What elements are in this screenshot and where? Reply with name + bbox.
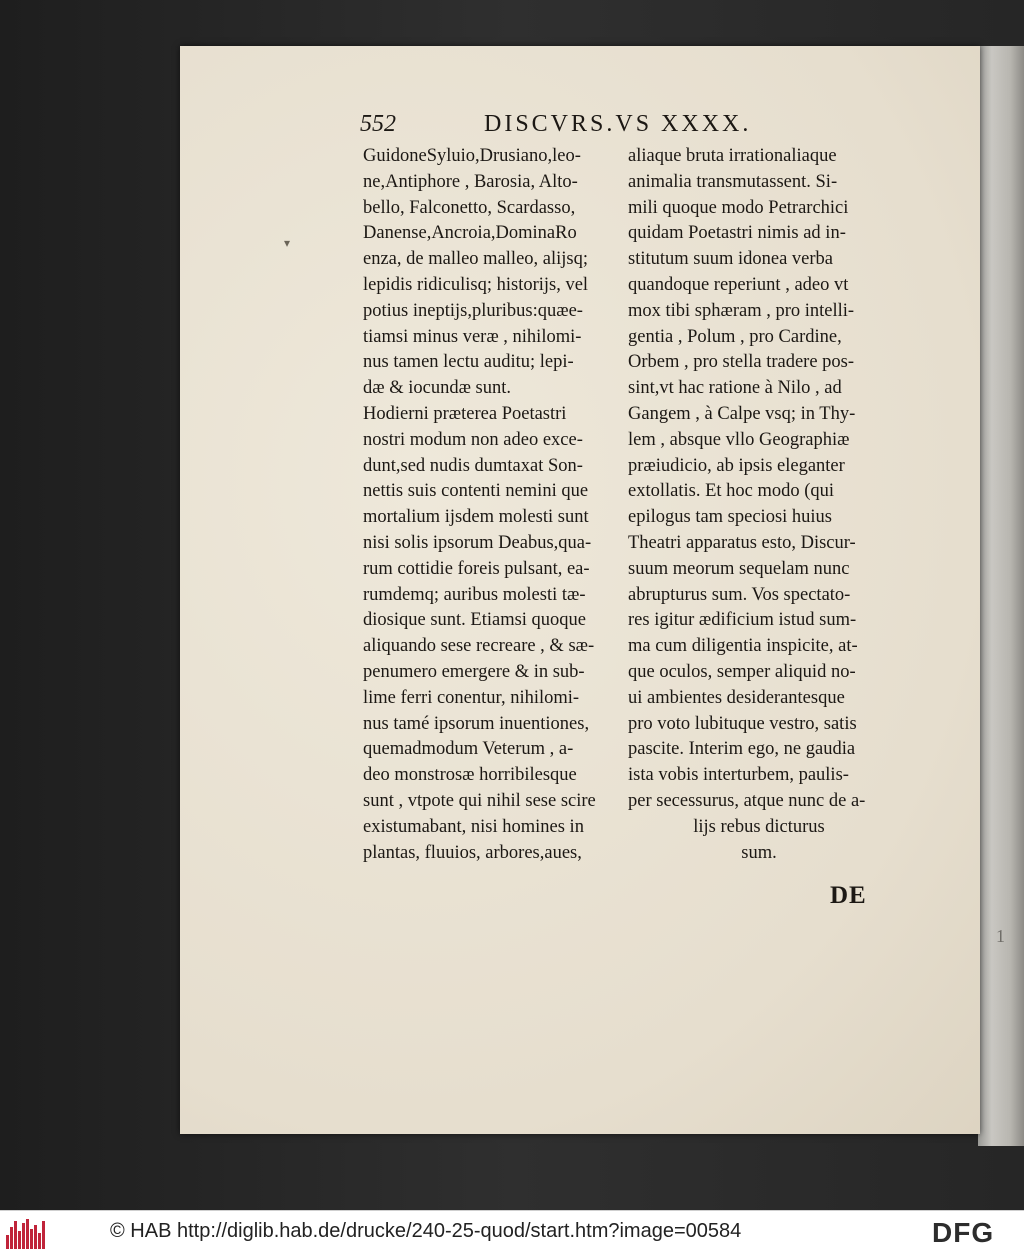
text-line: lime ferri conentur, nihilomi- bbox=[363, 687, 580, 708]
logo-bar bbox=[22, 1223, 25, 1249]
logo-bar bbox=[38, 1233, 41, 1249]
text-line: pascite. Interim ego, ne gaudia bbox=[628, 739, 856, 760]
text-line: nisi solis ipsorum Deabus,qua- bbox=[363, 532, 592, 553]
text-line: per secessurus, atque nunc de a- bbox=[628, 790, 866, 811]
next-page-edge bbox=[978, 46, 1024, 1146]
text-line: rum cottidie foreis pulsant, ea- bbox=[363, 558, 590, 579]
margin-mark: ▾ bbox=[284, 236, 291, 250]
text-line: Orbem , pro stella tradere pos- bbox=[628, 352, 855, 373]
text-line: pro voto lubituque vestro, satis bbox=[628, 713, 857, 734]
text-line: deo monstrosæ horribilesque bbox=[363, 765, 577, 786]
catchword: DE bbox=[830, 882, 867, 909]
footer-bar bbox=[0, 1210, 1024, 1256]
text-line: Hodierni præterea Poetastri bbox=[363, 403, 567, 424]
text-line: ui ambientes desiderantesque bbox=[628, 687, 845, 708]
text-line: sunt , vtpote qui nihil sese scire bbox=[363, 790, 596, 811]
text-line: nus tamen lectu auditu; lepi- bbox=[363, 352, 574, 373]
text-line: ma cum diligentia inspicite, at- bbox=[628, 636, 858, 657]
text-line: rumdemq; auribus molesti tæ- bbox=[363, 584, 586, 605]
logo-bar bbox=[6, 1235, 9, 1249]
page-header bbox=[360, 111, 760, 143]
text-line: ista vobis interturbem, paulis- bbox=[628, 765, 849, 786]
text-line: quemadmodum Veterum , a- bbox=[363, 739, 574, 760]
dfg-logo: DFG bbox=[932, 1217, 995, 1248]
text-line: plantas, fluuios, arbores,aues, bbox=[363, 842, 582, 863]
text-line: lijs rebus dicturus bbox=[693, 816, 825, 837]
text-line: nostri modum non adeo exce- bbox=[363, 429, 583, 450]
text-line: gentia , Polum , pro Cardine, bbox=[628, 326, 842, 347]
page-number: 552 bbox=[360, 111, 396, 137]
logo-bar bbox=[18, 1231, 21, 1249]
text-line: suum meorum sequelam nunc bbox=[628, 558, 850, 579]
text-line: penumero emergere & in sub- bbox=[363, 661, 585, 682]
text-line: tiamsi minus veræ , nihilomi- bbox=[363, 326, 582, 347]
text-line: bello, Falconetto, Scardasso, bbox=[363, 197, 576, 218]
text-line: epilogus tam speciosi huius bbox=[628, 507, 832, 528]
text-line: dunt,sed nudis dumtaxat Son- bbox=[363, 455, 583, 476]
next-page-edge-mark: 1 bbox=[996, 926, 1005, 946]
right-text-column bbox=[628, 144, 890, 866]
text-line: enza, de malleo malleo, alijsq; bbox=[363, 249, 588, 270]
text-line: mox tibi sphæram , pro intelli- bbox=[628, 300, 855, 321]
text-line: lepidis ridiculisq; historijs, vel bbox=[363, 274, 589, 295]
text-line: mili quoque modo Petrarchici bbox=[628, 197, 849, 218]
logo-bar bbox=[10, 1227, 13, 1249]
text-line: sint,vt hac ratione à Nilo , ad bbox=[628, 378, 842, 399]
text-line: præiudicio, ab ipsis eleganter bbox=[628, 455, 845, 476]
image-credit: © HAB http://diglib.hab.de/drucke/240-25-quod/start.htm?image=00584 bbox=[110, 1220, 742, 1242]
text-line: GuidoneSyluio,Drusiano,leo- bbox=[363, 146, 581, 166]
logo-bar bbox=[26, 1219, 29, 1249]
text-line: Danense,Ancroia,DominaRo bbox=[363, 223, 577, 244]
text-line: res igitur ædificium istud sum- bbox=[628, 610, 857, 631]
text-line: Gangem , à Calpe vsq; in Thy- bbox=[628, 403, 856, 424]
text-line: potius ineptijs,pluribus:quæe- bbox=[363, 300, 583, 321]
text-line: nettis suis contenti nemini que bbox=[363, 481, 589, 502]
running-head: DISCVRS.VS XXXX. bbox=[484, 111, 752, 137]
text-line: extollatis. Et hoc modo (qui bbox=[628, 481, 835, 502]
text-line: animalia transmutassent. Si- bbox=[628, 171, 838, 192]
logo-bar bbox=[42, 1221, 45, 1249]
text-line: que oculos, semper aliquid no- bbox=[628, 661, 856, 682]
text-line: nus tamé ipsorum inuentiones, bbox=[363, 713, 590, 734]
text-line: quidam Poetastri nimis ad in- bbox=[628, 223, 846, 244]
text-line: quandoque reperiunt , adeo vt bbox=[628, 274, 849, 295]
text-line: ne,Antiphore , Barosia, Alto- bbox=[363, 171, 578, 192]
library-logo-icon bbox=[6, 1219, 48, 1249]
text-line: aliaque bruta irrationaliaque bbox=[628, 146, 837, 166]
logo-bar bbox=[30, 1229, 33, 1249]
logo-bar bbox=[14, 1221, 17, 1249]
text-line: existumabant, nisi homines in bbox=[363, 816, 584, 837]
text-line: lem , absque vllo Geographiæ bbox=[628, 429, 850, 450]
text-line: stitutum suum idonea verba bbox=[628, 249, 834, 270]
text-line: mortalium ijsdem molesti sunt bbox=[363, 507, 589, 528]
text-line: diosique sunt. Etiamsi quoque bbox=[363, 610, 587, 631]
text-line: aliquando sese recreare , & sæ- bbox=[363, 636, 595, 657]
text-line: sum. bbox=[741, 842, 777, 863]
text-line: abrupturus sum. Vos spectato- bbox=[628, 584, 851, 605]
text-line: Theatri apparatus esto, Discur- bbox=[628, 532, 856, 553]
text-line: dæ & iocundæ sunt. bbox=[363, 378, 512, 399]
left-text-column bbox=[363, 144, 623, 866]
logo-bar bbox=[34, 1225, 37, 1249]
